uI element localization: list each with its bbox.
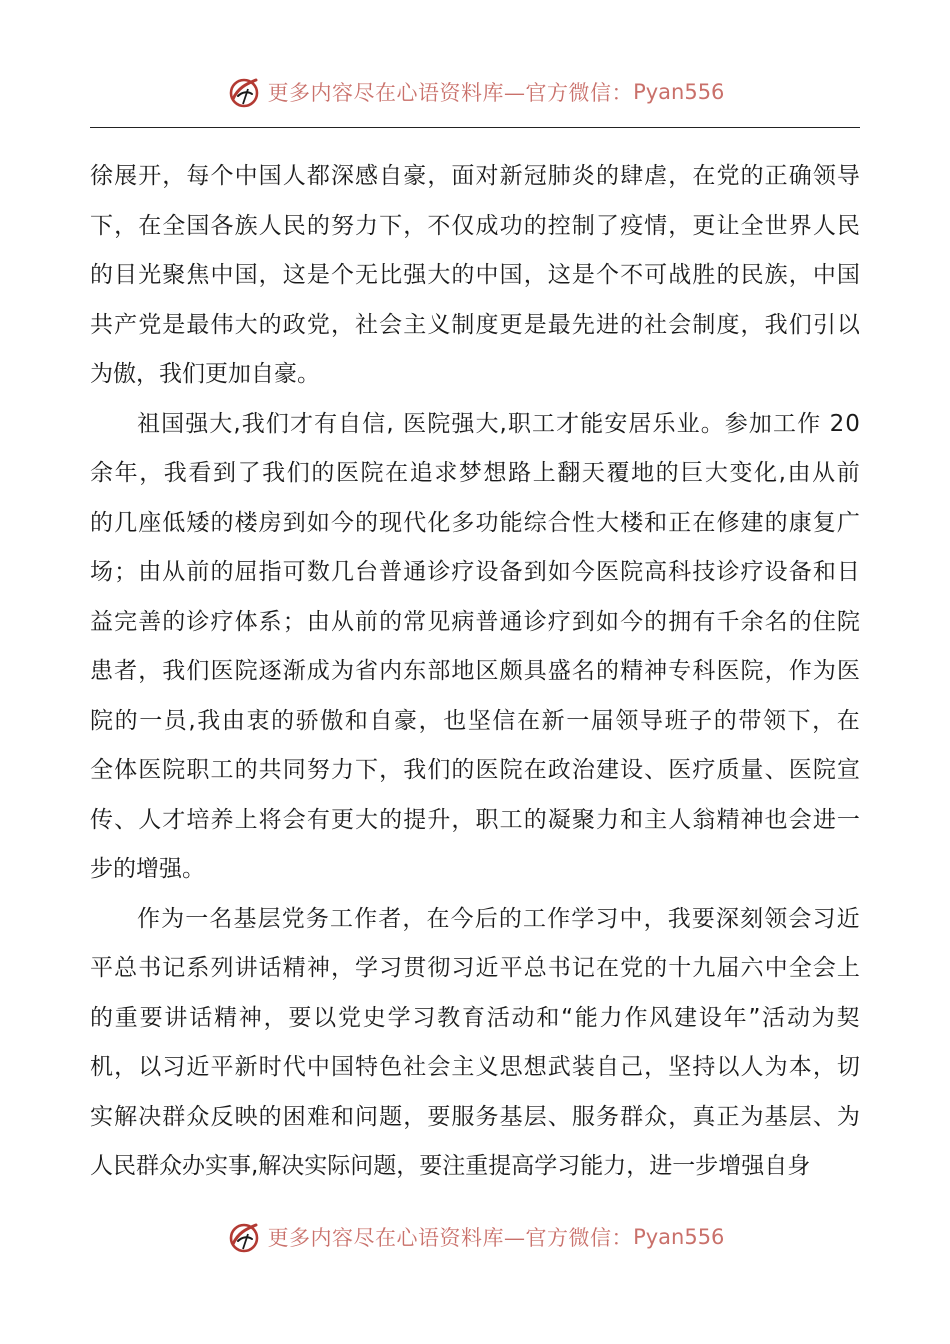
text-line: 的 重 要 讲 话 精 神 ， 要 以 党 史 学 习 教 育 活 动 和 “ 能 力 作 风 建 设 年 ” 活 动 为 契 [90, 1004, 860, 1031]
text-line: 院 的 一 员 , 我 由 衷 的 骄 傲 和 自 豪 ， 也 坚 信 在 新 一 届 领 导 班 子 的 带 领 下 ， 在 [90, 707, 860, 734]
text-line: 患 者 ， 我 们 医 院 逐 渐 成 为 省 内 东 部 地 区 颇 具 盛 名 的 精 神 专 科 医 院 ， 作 为 医 [90, 658, 860, 684]
paragraph [90, 400, 860, 895]
text-line: 平 总 书 记 系 列 讲 话 精 神 ， 学 习 贯 彻 习 近 平 总 书 记 在 党 的 十 九 届 六 中 全 会 上 [90, 955, 860, 981]
header-divider [90, 127, 860, 128]
footer-banner [0, 1217, 950, 1257]
text-line: 的 目 光 聚 焦 中 国 ， 这 是 个 无 比 强 大 的 中 国 ， 这 是 个 不 可 战 胜 的 民 族 ， 中 国 [90, 262, 860, 288]
text-line: 传 、 人 才 培 养 上 将 会 有 更 大 的 提 升 ， 职 工 的 凝 聚 力 和 主 人 翁 精 神 也 会 进 一 [90, 806, 860, 833]
header-banner [0, 72, 950, 112]
paragraph [90, 152, 860, 400]
document-body [90, 152, 860, 1192]
text-line: 全 体 医 院 职 工 的 共 同 努 力 下 ， 我 们 的 医 院 在 政 治 建 设 、 医 疗 质 量 、 医 院 宣 [90, 757, 860, 783]
text-line: 益 完 善 的 诊 疗 体 系 ； 由 从 前 的 常 见 病 普 通 诊 疗 到 如 今 的 拥 有 千 余 名 的 住 院 [90, 608, 860, 635]
header-wechat-id: Pyan556 [633, 80, 725, 104]
text-line: 的 几 座 低 矮 的 楼 房 到 如 今 的 现 代 化 多 功 能 综 合 性 大 楼 和 正 在 修 建 的 康 复 广 [90, 509, 860, 536]
text-line: 为傲，我们更加自豪。 [90, 361, 320, 387]
text-line: 场 ； 由 从 前 的 屈 指 可 数 几 台 普 通 诊 疗 设 备 到 如 今 医 院 高 科 技 诊 疗 设 备 和 日 [90, 559, 860, 585]
pen-swirl-logo-icon [226, 74, 262, 110]
text-line: 徐 展 开 ， 每 个 中 国 人 都 深 感 自 豪 ， 面 对 新 冠 肺 炎 的 肆 虐 ， 在 党 的 正 确 领 导 [90, 163, 860, 189]
pen-swirl-logo-icon [226, 1219, 262, 1255]
text-line: 下 ， 在 全 国 各 族 人 民 的 努 力 下 ， 不 仅 成 功 的 控 制 了 疫 情 ， 更 让 全 世 界 人 民 [90, 212, 860, 239]
text-line: 余 年 ， 我 看 到 了 我 们 的 医 院 在 追 求 梦 想 路 上 翻 天 覆 地 的 巨 大 变 化 , 由 从 前 [90, 460, 860, 486]
header-banner-text: 更多内容尽在心语资料库—官方微信： [267, 81, 634, 105]
text-line: 人民群众办实事,解决实际问题，要注重提高学习能力，进一步增强自身 [90, 1153, 811, 1179]
text-line: 实 解 决 群 众 反 映 的 困 难 和 问 题 ， 要 服 务 基 层 、 服 务 群 众 ， 真 正 为 基 层 、 为 [90, 1103, 860, 1130]
text-line: 机 ， 以 习 近 平 新 时 代 中 国 特 色 社 会 主 义 思 想 武 装 自 己 ， 坚 持 以 人 为 本 ， 切 [90, 1054, 860, 1080]
text-line: 步的增强。 [90, 856, 205, 882]
footer-wechat-id: Pyan556 [633, 1225, 725, 1249]
paragraph [90, 895, 860, 1192]
text-line: 作 为 一 名 基 层 党 务 工 作 者 ， 在 今 后 的 工 作 学 习 中 ， 我 要 深 刻 领 会 习 近 [137, 905, 860, 932]
text-line: 祖 国 强 大 , 我 们 才 有 自 信 , 医 院 强 大 , 职 工 才 能 安 居 乐 业 。 参 加 工 作 2 0 [137, 410, 860, 437]
text-line: 共 产 党 是 最 伟 大 的 政 党 ， 社 会 主 义 制 度 更 是 最 先 进 的 社 会 制 度 ， 我 们 引 以 [90, 311, 860, 338]
footer-banner-text: 更多内容尽在心语资料库—官方微信： [267, 1226, 634, 1250]
